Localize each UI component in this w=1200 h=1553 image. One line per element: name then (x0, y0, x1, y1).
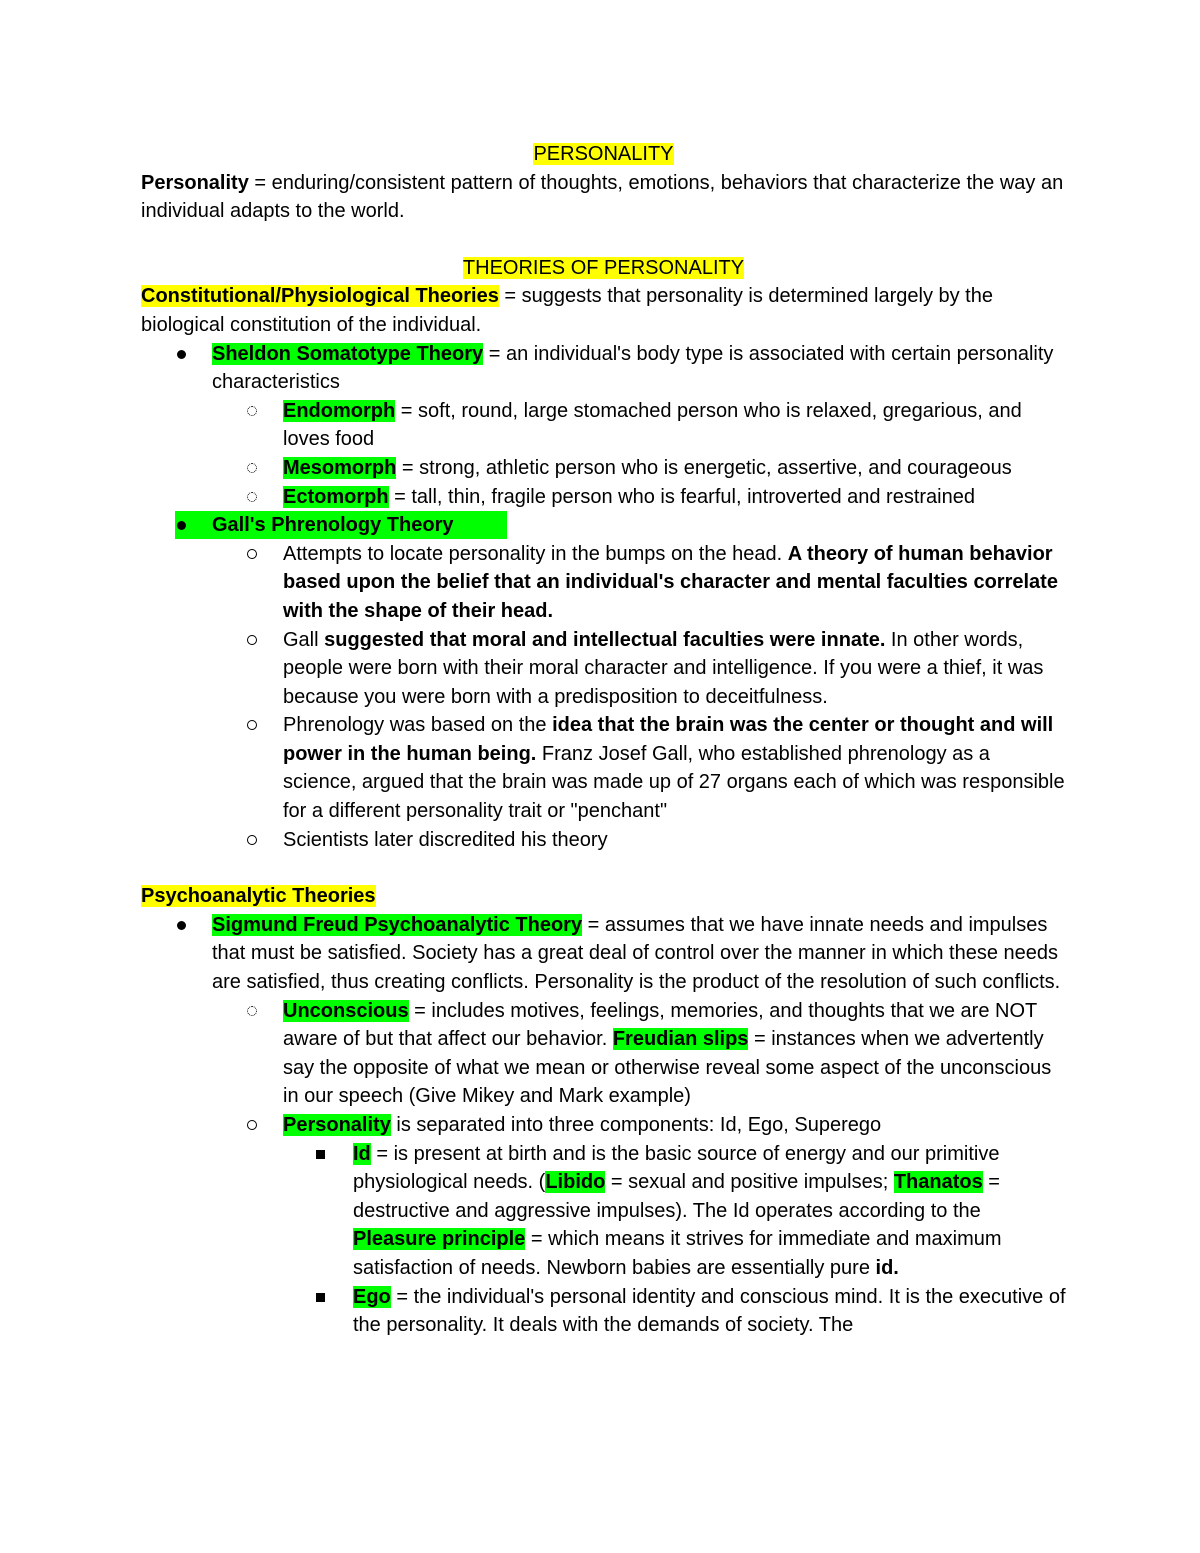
circle-bullet-icon (247, 835, 257, 845)
circle-bullet-icon (247, 549, 257, 559)
bullet-icon (177, 921, 186, 930)
circle-bullet-icon (247, 720, 257, 730)
personality-definition: Personality = enduring/consistent pattern of thoughts, emotions, behaviors that characterize the way an individual adapts to the world. (141, 171, 1064, 223)
circle-bullet-icon (247, 1120, 257, 1130)
dotted-circle-bullet-icon (247, 463, 257, 473)
list-item-gall-2: Gall suggested that moral and intellectual faculties were innate. In other words, people were born with their moral character and intelligence. If you were a thief, it was because you were born with a predisposition to deceitfulness. (141, 626, 1066, 712)
document-title: PERSONALITY (533, 143, 674, 165)
list-item-gall-1: Attempts to locate personality in the bumps on the head. A theory of human behavior based upon the belief that an individual's character and mental faculties correlate with the shape of their head. (141, 540, 1066, 626)
square-bullet-icon (316, 1150, 325, 1159)
dotted-circle-bullet-icon (247, 406, 257, 416)
list-item-id: Id = is present at birth and is the basic source of energy and our primitive physiological needs. (Libido = sexual and positive impulses; Thanatos = destructive and aggressive impulses). The Id operates according to the Pleasure principle = which means it strives for immediate and maximum satisfaction of needs. Newborn babies are essentially pure id. (141, 1140, 1066, 1283)
list-item-sheldon: Sheldon Somatotype Theory = an individual's body type is associated with certain personality characteristics (141, 340, 1066, 397)
list-item-ectomorph: Ectomorph = tall, thin, fragile person who is fearful, introverted and restrained (141, 483, 1066, 512)
bullet-icon (177, 521, 186, 530)
list-item-ego: Ego = the individual's personal identity and conscious mind. It is the executive of the personality. It deals with the demands of society. The (141, 1283, 1066, 1340)
list-item-personality-components: Personality is separated into three components: Id, Ego, Superego (141, 1111, 1066, 1140)
dotted-circle-bullet-icon (247, 1006, 257, 1016)
circle-bullet-icon (247, 635, 257, 645)
list-item-gall-3: Phrenology was based on the idea that the brain was the center or thought and will power in the human being. Franz Josef Gall, who established phrenology as a science, argued that the brain was made up of 27 organs each of which was responsible for a different personality trait or "penchant" (141, 711, 1066, 825)
list-item-unconscious: Unconscious = includes motives, feelings, memories, and thoughts that we are NOT aware of but that affect our behavior. Freudian slips = instances when we advertently say the opposite of what we mean or otherwise reveal some aspect of the unconscious in our speech (Give Mikey and Mark example) (141, 997, 1066, 1111)
list-item-gall-4: Scientists later discredited his theory (141, 826, 1066, 855)
section-title: THEORIES OF PERSONALITY (462, 256, 745, 279)
document-content (141, 140, 1066, 1340)
list-item-gall: Gall's Phrenology Theory (141, 511, 1066, 540)
psychoanalytic-heading: Psychoanalytic Theories (141, 885, 376, 908)
list-item-endomorph: Endomorph = soft, round, large stomached person who is relaxed, gregarious, and loves food (141, 397, 1066, 454)
constitutional-heading: Constitutional/Physiological Theories = suggests that personality is determined largely by the biological constitution of the individual. (141, 285, 993, 336)
dotted-circle-bullet-icon (247, 492, 257, 502)
square-bullet-icon (316, 1293, 325, 1302)
list-item-mesomorph: Mesomorph = strong, athletic person who is energetic, assertive, and courageous (141, 454, 1066, 483)
bullet-icon (177, 350, 186, 359)
list-item-freud: Sigmund Freud Psychoanalytic Theory = assumes that we have innate needs and impulses that must be satisfied. Society has a great deal of control over the manner in which these needs are satisfied, thus creating conflicts. Personality is the product of the resolution of such conflicts. (141, 911, 1066, 997)
